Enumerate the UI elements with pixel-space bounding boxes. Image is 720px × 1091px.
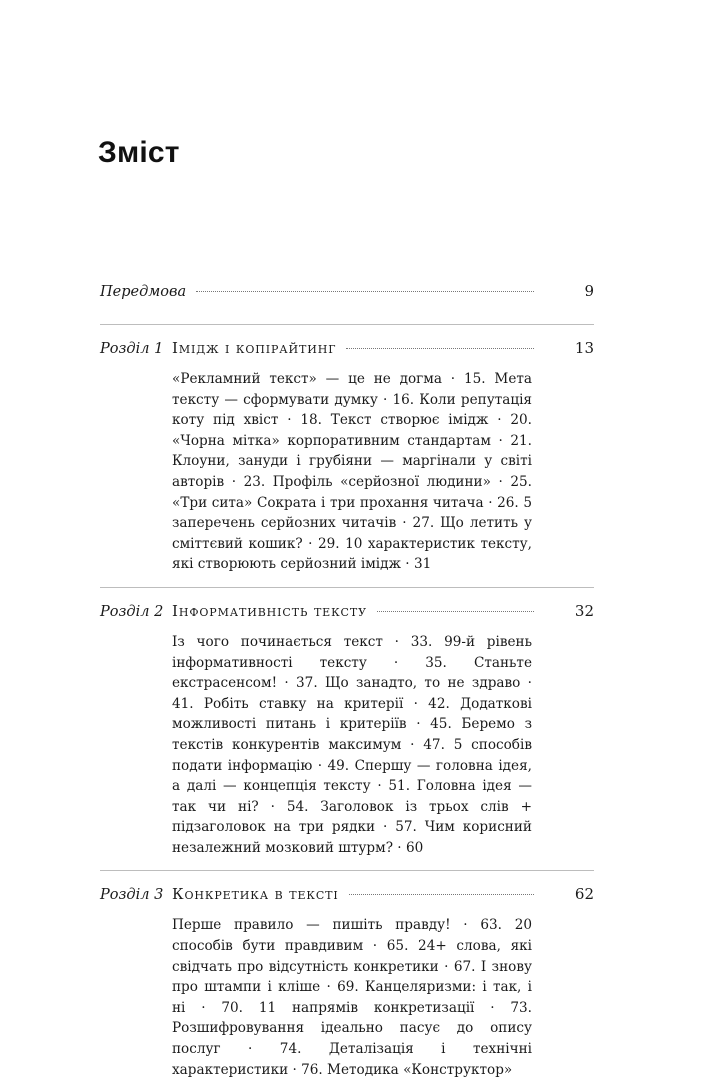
table-of-contents [100, 282, 594, 1091]
chapter-title: Конкретика в тексті [172, 885, 339, 904]
chapter-title: Інформативність тексту [172, 601, 367, 620]
chapter-subsections: Із чого починається текст · 33. 99-й рівень інформативності тексту · 35. Станьте екстрасенсом! · 37. Що занадто, то не здраво · 41. Робіть ставку на критерії · 42. Додаткові можливості питань і критеріїв · 45. Беремо з текстів конкурентів максимум · 47. 5 способів подати інформацію · 49. Спершу — головна ідея, а далі — концепція тексту · 51. Головна ідея — так чи ні? · 54. Заголовок із трьох слів + підзаголовок на три рядки · 57. Чим корисний незалежний мозковий штурм? · 60 [172, 633, 532, 856]
preface-label: Передмова [100, 284, 187, 300]
chapter-label: Розділ 1 [100, 341, 164, 357]
page-number: 62 [574, 885, 594, 904]
dot-leader [196, 291, 534, 292]
toc-entry-chapter-2[interactable] [100, 602, 594, 859]
dot-leader [349, 894, 534, 895]
chapter-subsections: «Рекламний текст» — це не догма · 15. Мета тексту — сформувати думку · 16. Коли репутація коту під хвіст · 18. Текст створює імідж · 20. «Чорна мітка» корпоративним стандартам · 21. Клоуни, зануди і грубіяни — маргінали у світі авторів · 23. Профіль «серйозної людини» · 25. «Три сита» Сократа і три прохання читача · 26. 5 заперечень серйозних читачів · 27. Що летить у сміттєвий кошик? · 29. 10 характеристик тексту, які створюють серйозний імідж · 31 [172, 371, 532, 573]
page-number: 9 [584, 282, 594, 300]
toc-entry-preface[interactable] [100, 282, 594, 312]
dot-leader [346, 348, 534, 349]
section-divider [100, 324, 594, 325]
chapter-label: Розділ 2 [100, 603, 164, 620]
chapter-subsections: Перше правило — пишіть правду! · 63. 20 способів бути правдивим · 65. 24+ слова, які свідчать про відсутність конкретики · 67. І знову про штампи і кліше · 69. Канцеляризми: і так, і ні · 70. 11 напрямів конкретизації · 73. Розшифровування ідеально пасує до опису послуг · 74. Деталізація і технічні характеристики · 76. Методика «Конструктор» [172, 917, 532, 1078]
section-divider [100, 870, 594, 871]
dot-leader [377, 611, 534, 612]
page-number: 32 [574, 601, 594, 620]
page-title: Зміст [98, 136, 180, 169]
toc-entry-chapter-3[interactable] [100, 885, 594, 1080]
chapter-title: Імідж і копірайтинг [172, 339, 337, 357]
toc-entry-chapter-1[interactable] [100, 339, 594, 575]
page-number: 13 [574, 339, 594, 357]
chapter-label: Розділ 3 [100, 887, 164, 904]
section-divider [100, 587, 594, 588]
